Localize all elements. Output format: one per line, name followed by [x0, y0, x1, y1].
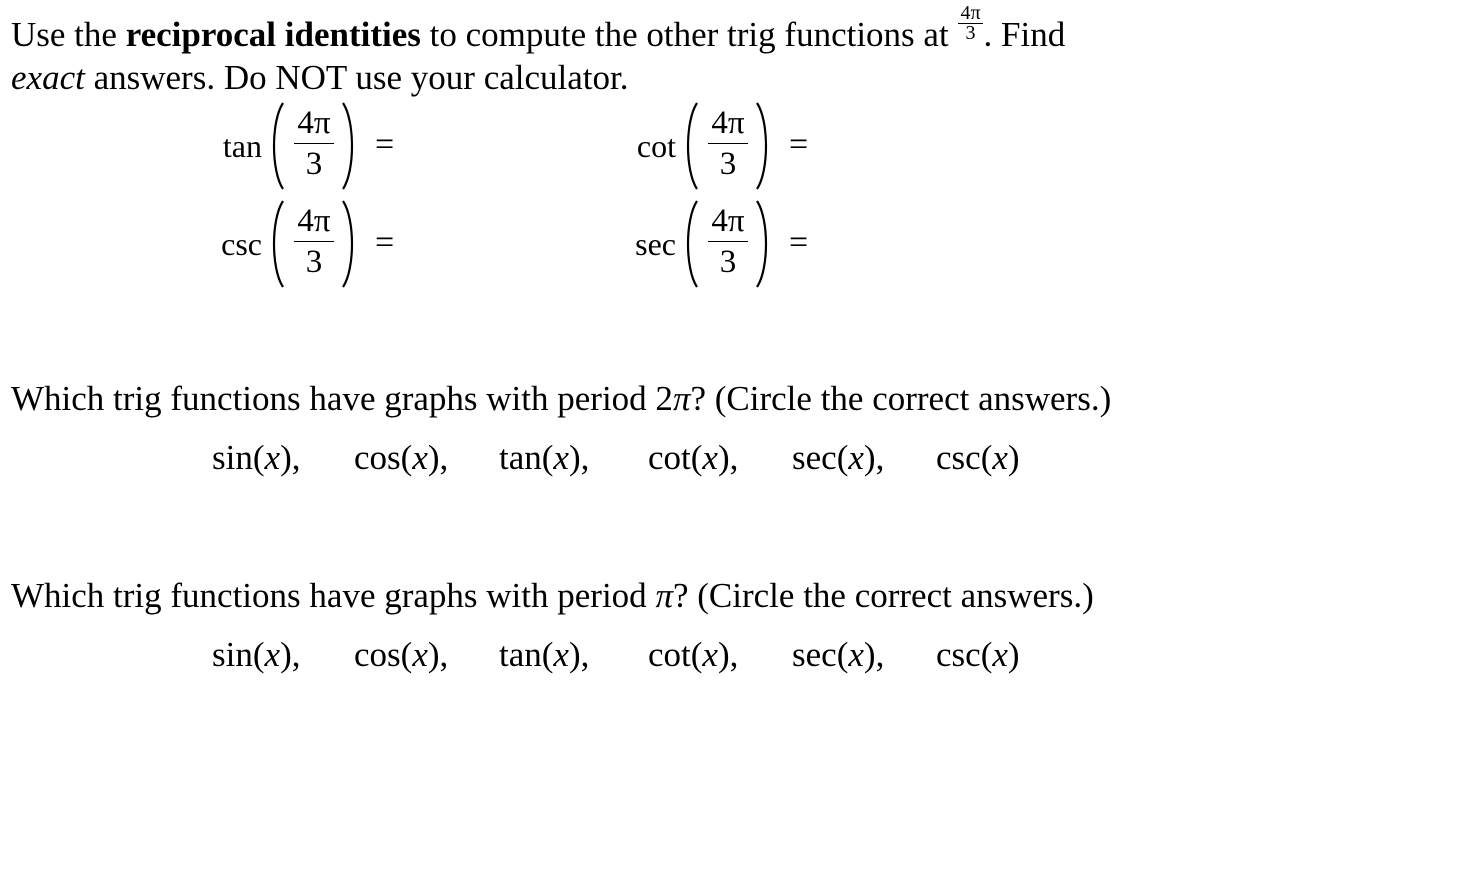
option-variable: x	[848, 438, 864, 477]
answer-option-cos[interactable]: cos(x),	[354, 438, 449, 477]
equals-sign: =	[375, 126, 395, 163]
option-function: sec	[792, 438, 837, 477]
option-separator: ,	[875, 635, 885, 674]
answer-option-csc[interactable]: csc(x)	[936, 635, 1020, 674]
option-variable: x	[553, 438, 569, 477]
option-separator: ,	[439, 635, 449, 674]
question-period-pi	[11, 576, 1094, 616]
option-function: csc	[936, 438, 981, 477]
equals-sign: =	[375, 224, 395, 261]
right-parenthesis	[341, 101, 357, 191]
answer-option-cot[interactable]: cot(x),	[648, 438, 739, 477]
option-function: csc	[936, 635, 981, 674]
option-variable: x	[702, 635, 718, 674]
option-function: cot	[648, 635, 691, 674]
angle-denominator: 3	[965, 22, 976, 44]
equals-sign: =	[789, 224, 809, 261]
function-name: tan	[222, 128, 262, 164]
instructions	[11, 4, 1471, 99]
fraction-numerator: 4π	[711, 203, 745, 239]
question-text: ? (Circle the correct answers.)	[690, 379, 1112, 418]
option-separator: ,	[291, 438, 301, 477]
question-text: Which trig functions have graphs with period 2	[11, 379, 673, 418]
right-parenthesis	[755, 101, 771, 191]
option-separator: ,	[291, 635, 301, 674]
angle-fraction	[706, 201, 750, 282]
option-variable: x	[264, 438, 281, 477]
option-variable: x	[412, 438, 428, 477]
answer-option-sin[interactable]: sin(x),	[212, 438, 301, 477]
option-variable: x	[264, 635, 281, 674]
function-name: sec	[635, 226, 676, 262]
instructions-text: . Find	[983, 14, 1066, 54]
answer-option-cot[interactable]: cot(x),	[648, 635, 739, 674]
answer-option-sec[interactable]: sec(x),	[792, 438, 885, 477]
option-function: cos	[354, 438, 401, 477]
option-separator: ,	[729, 438, 739, 477]
option-function: sec	[792, 635, 837, 674]
left-parenthesis	[269, 101, 285, 191]
instructions-bold-term: reciprocal identities	[125, 14, 421, 54]
instructions-text: answers. Do NOT use your calculator.	[84, 57, 629, 97]
pi-symbol: π	[672, 379, 691, 418]
option-separator: ,	[580, 635, 590, 674]
answer-option-tan[interactable]: tan(x),	[499, 438, 590, 477]
fraction-numerator: 4π	[297, 105, 331, 141]
option-separator: ,	[729, 635, 739, 674]
instructions-text: Use the	[11, 14, 126, 54]
instructions-line-2	[11, 56, 1471, 99]
option-function: sin	[212, 635, 253, 674]
fraction-denominator: 3	[305, 244, 323, 280]
fraction-numerator: 4π	[711, 105, 745, 141]
angle-fraction	[292, 201, 336, 282]
option-variable: x	[553, 635, 569, 674]
option-variable: x	[992, 438, 1008, 477]
option-separator: ,	[439, 438, 449, 477]
angle-numerator: 4π	[960, 2, 981, 24]
left-parenthesis	[683, 199, 699, 289]
function-name: csc	[221, 226, 262, 262]
question-text: ? (Circle the correct answers.)	[672, 576, 1094, 615]
pi-symbol: π	[655, 576, 673, 615]
equals-sign: =	[789, 126, 809, 163]
option-function: tan	[499, 635, 542, 674]
option-function: cos	[354, 635, 401, 674]
angle-fraction	[958, 4, 982, 43]
instructions-italic-term: exact	[11, 57, 85, 97]
angle-fraction	[706, 103, 750, 184]
answer-option-sin[interactable]: sin(x),	[212, 635, 301, 674]
answer-option-tan[interactable]: tan(x),	[499, 635, 590, 674]
function-name: cot	[636, 128, 676, 164]
fraction-numerator: 4π	[297, 203, 331, 239]
option-variable: x	[412, 635, 428, 674]
instructions-line-1	[11, 4, 1471, 56]
right-parenthesis	[755, 199, 771, 289]
answer-option-sec[interactable]: sec(x),	[792, 635, 885, 674]
question-text: Which trig functions have graphs with period	[11, 576, 656, 615]
answer-option-csc[interactable]: csc(x)	[936, 438, 1020, 477]
right-parenthesis	[341, 199, 357, 289]
angle-fraction	[292, 103, 336, 184]
option-function: cot	[648, 438, 691, 477]
fraction-denominator: 3	[305, 146, 323, 182]
left-parenthesis	[269, 199, 285, 289]
option-variable: x	[848, 635, 864, 674]
option-separator: ,	[580, 438, 590, 477]
option-separator: ,	[875, 438, 885, 477]
question-period-2pi	[11, 379, 1111, 419]
option-function: tan	[499, 438, 542, 477]
left-parenthesis	[683, 101, 699, 191]
option-variable: x	[992, 635, 1008, 674]
fraction-denominator: 3	[719, 244, 737, 280]
answer-option-cos[interactable]: cos(x),	[354, 635, 449, 674]
fraction-denominator: 3	[719, 146, 737, 182]
option-variable: x	[702, 438, 718, 477]
instructions-text: to compute the other trig functions at	[420, 14, 958, 54]
option-function: sin	[212, 438, 253, 477]
